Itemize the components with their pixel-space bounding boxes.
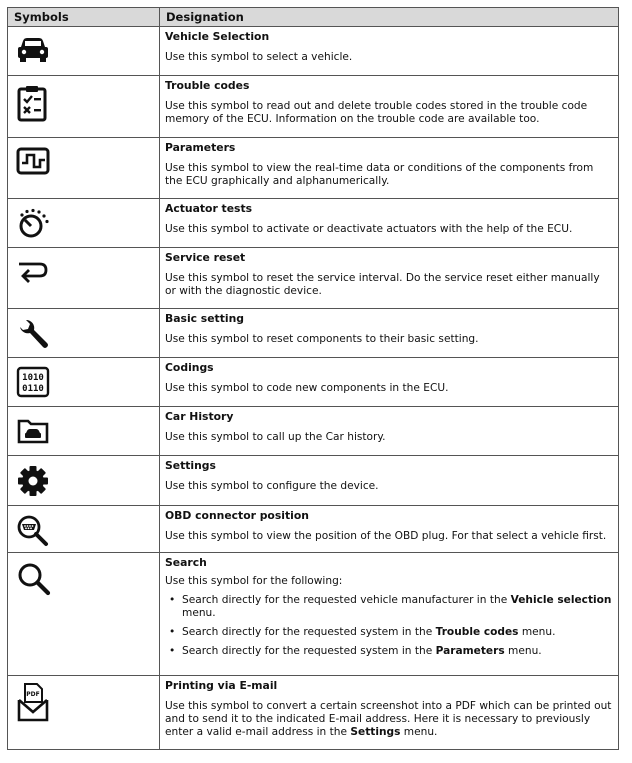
gear-icon: [16, 464, 50, 498]
list-item: [182, 645, 613, 658]
table-row: [8, 76, 619, 138]
symbol-cell: [8, 138, 160, 199]
pdf-text: menu.: [400, 726, 438, 738]
row-text: Use this symbol for the following:: [165, 575, 343, 587]
bullet-bold: Trouble codes: [435, 626, 519, 638]
bullet-text: menu.: [518, 626, 556, 638]
pdf-mail-icon: [16, 682, 50, 722]
row-text: Use this symbol to call up the Car history.: [165, 431, 386, 443]
list-item: [182, 594, 613, 620]
row-text: Use this symbol to reset the service interval. Do the service reset either manually or with the diagnostic device.: [165, 272, 600, 297]
bullet-text: menu.: [182, 607, 216, 619]
designation-cell: [160, 199, 619, 248]
bullet-bold: Vehicle selection: [510, 594, 612, 606]
binary-line: 1010: [22, 373, 44, 383]
row-title: Codings: [165, 361, 214, 374]
designation-cell: [160, 309, 619, 358]
row-title: Printing via E-mail: [165, 679, 278, 692]
designation-cell: [160, 553, 619, 676]
designation-cell: [160, 456, 619, 506]
row-text: Use this symbol to configure the device.: [165, 480, 379, 492]
row-title: Car History: [165, 410, 234, 423]
table-row: [8, 248, 619, 309]
list-item: [182, 626, 613, 639]
binary-line: 0110: [22, 384, 44, 394]
return-arrow-icon: [16, 256, 50, 286]
binary-code-icon: [16, 366, 50, 398]
table-row: [8, 358, 619, 407]
symbol-cell: [8, 506, 160, 553]
row-text: Use this symbol to view the position of the OBD plug. For that select a vehicle first.: [165, 530, 607, 542]
row-title: Search: [165, 556, 207, 569]
designation-cell: [160, 76, 619, 138]
car-icon: [16, 35, 50, 65]
bullet-text: Search directly for the requested vehicle manufacturer in the: [182, 594, 511, 606]
search-icon: [16, 561, 52, 597]
row-title: Basic setting: [165, 312, 244, 325]
designation-cell: [160, 248, 619, 309]
table-row: [8, 138, 619, 199]
symbol-cell: [8, 76, 160, 138]
designation-cell: [160, 407, 619, 456]
table-row: [8, 553, 619, 676]
symbol-cell: [8, 309, 160, 358]
table-row: [8, 199, 619, 248]
row-text: Use this symbol to view the real-time data or conditions of the components from the ECU graphically and alphanumerically.: [165, 162, 594, 187]
symbol-cell: [8, 248, 160, 309]
row-title: Actuator tests: [165, 202, 253, 215]
actuator-dial-icon: [16, 207, 52, 239]
row-text: Use this symbol to read out and delete trouble codes stored in the trouble code memory of the ECU. Information on the trouble code are available too.: [165, 100, 588, 125]
checklist-icon: [16, 84, 48, 122]
designation-cell: [160, 506, 619, 553]
table-row: [8, 309, 619, 358]
symbol-cell: [8, 199, 160, 248]
row-title: Parameters: [165, 141, 236, 154]
bullet-text: menu.: [504, 645, 542, 657]
table-row: [8, 27, 619, 76]
designation-cell: [160, 358, 619, 407]
designation-cell: [160, 27, 619, 76]
bullet-bold: Parameters: [435, 645, 505, 657]
row-text: [165, 700, 613, 739]
table-header: [8, 8, 619, 27]
car-folder-icon: [16, 415, 50, 445]
table-row: [8, 506, 619, 553]
symbol-cell: [8, 553, 160, 676]
symbols-table: [7, 7, 619, 750]
bullet-text: Search directly for the requested system in the: [182, 626, 436, 638]
row-text: Use this symbol to select a vehicle.: [165, 51, 353, 63]
pdf-text: Use this symbol to convert a certain screenshot into a PDF which can be printed out and to send it to the indicated E-mail address. Here it is necessary to previously enter a valid e-mail address in the: [165, 700, 612, 738]
wrench-icon: [16, 317, 50, 351]
symbol-cell: [8, 358, 160, 407]
table-row: [8, 407, 619, 456]
signal-wave-icon: [16, 146, 50, 176]
header-designation: Designation: [160, 8, 619, 27]
table-row: [8, 456, 619, 506]
bullet-list: [165, 594, 613, 658]
designation-cell: [160, 138, 619, 199]
row-title: Trouble codes: [165, 79, 250, 92]
row-text: Use this symbol to activate or deactivate actuators with the help of the ECU.: [165, 223, 573, 235]
pdf-label: PDF: [26, 691, 40, 698]
header-symbols: Symbols: [8, 8, 160, 27]
symbol-cell: [8, 676, 160, 750]
row-text: Use this symbol to code new components in the ECU.: [165, 382, 449, 394]
row-title: OBD connector position: [165, 509, 309, 522]
row-title: Settings: [165, 459, 216, 472]
bullet-text: Search directly for the requested system in the: [182, 645, 436, 657]
row-title: Vehicle Selection: [165, 30, 270, 43]
symbol-cell: [8, 456, 160, 506]
table-row: [8, 676, 619, 750]
row-text: Use this symbol to reset components to their basic setting.: [165, 333, 479, 345]
symbol-cell: [8, 407, 160, 456]
obd-search-icon: [16, 514, 50, 548]
pdf-bold: Settings: [350, 726, 401, 738]
symbol-cell: [8, 27, 160, 76]
row-title: Service reset: [165, 251, 246, 264]
designation-cell: [160, 676, 619, 750]
